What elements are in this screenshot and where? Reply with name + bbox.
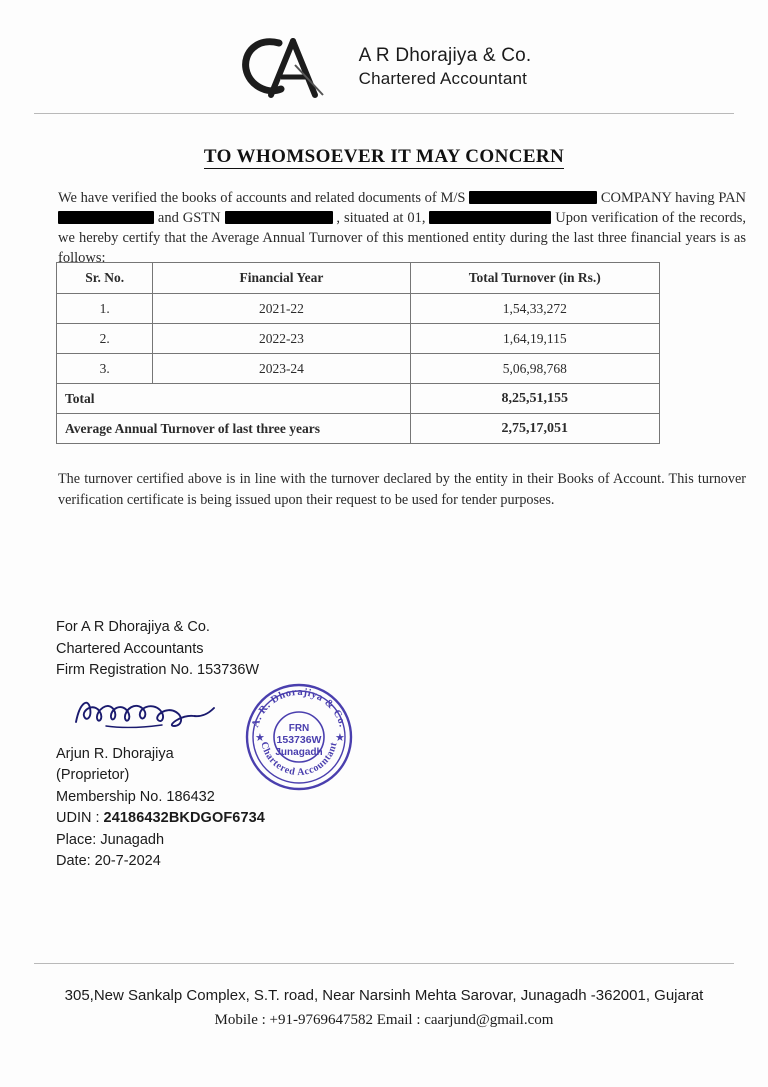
cell-turnover: 1,64,19,115 bbox=[410, 324, 659, 354]
column-header-total-turnover: Total Turnover (in Rs.) bbox=[410, 263, 659, 294]
cell-turnover: 1,54,33,272 bbox=[410, 294, 659, 324]
table-row-total bbox=[57, 384, 660, 414]
svg-text:Junagadh: Junagadh bbox=[275, 747, 323, 758]
signature-date: Date: 20-7-2024 bbox=[56, 853, 161, 869]
intro-paragraph bbox=[58, 188, 746, 268]
intro-segment-2: COMPANY having PAN bbox=[600, 190, 747, 206]
footer-divider bbox=[34, 963, 734, 964]
redacted-company-name bbox=[469, 191, 597, 204]
column-header-financial-year: Financial Year bbox=[153, 263, 410, 294]
closing-paragraph: The turnover certified above is in line with the turnover declared by the entity in their Books of Account. This turnover verification certificate is being issued upon their request to be used for tender purposes. bbox=[58, 471, 746, 508]
svg-text:★: ★ bbox=[335, 732, 345, 744]
table-row bbox=[57, 294, 660, 324]
udin-label: UDIN : bbox=[56, 810, 100, 826]
svg-text:153736W: 153736W bbox=[276, 734, 322, 746]
intro-segment-3: and GSTN bbox=[157, 210, 221, 226]
total-value: 8,25,51,155 bbox=[410, 384, 659, 414]
svg-text:A. R. Dhorajiya & Co.: A. R. Dhorajiya & Co. bbox=[250, 686, 348, 729]
redacted-pan bbox=[58, 211, 154, 224]
table-header-row bbox=[57, 263, 660, 294]
signature-for-line: For A R Dhorajiya & Co. bbox=[56, 619, 210, 635]
cell-financial-year: 2023-24 bbox=[153, 354, 410, 384]
header-divider bbox=[34, 113, 734, 114]
page-title bbox=[0, 146, 768, 168]
udin-value: 24186432BKDGOF6734 bbox=[103, 810, 265, 826]
cell-financial-year: 2022-23 bbox=[153, 324, 410, 354]
ca-monogram-logo bbox=[237, 35, 333, 99]
footer-address: 305,New Sankalp Complex, S.T. road, Near Narsinh Mehta Sarovar, Junagadh -362001, Gujarat bbox=[64, 987, 704, 1004]
cell-turnover: 5,06,98,768 bbox=[410, 354, 659, 384]
firm-designation: Chartered Accountant bbox=[358, 69, 528, 89]
signature-firm-registration: Firm Registration No. 153736W bbox=[56, 662, 260, 678]
svg-text:Chartered Accountant: Chartered Accountant bbox=[258, 740, 340, 779]
cell-sr-no: 2. bbox=[57, 324, 153, 354]
letterhead bbox=[0, 28, 768, 106]
redacted-address bbox=[429, 211, 551, 224]
cell-sr-no: 1. bbox=[57, 294, 153, 324]
intro-segment-5: Upon verification of the records, we hereby certify that the Average Annual Turnover of this mentioned entity during the last three financial years is as follows: bbox=[58, 210, 747, 266]
signature-designation: Chartered Accountants bbox=[56, 640, 204, 657]
udin-line bbox=[56, 808, 265, 830]
intro-segment-1: We have verified the books of accounts and related documents of M/S bbox=[58, 190, 466, 206]
table-row bbox=[57, 324, 660, 354]
table-row-average bbox=[57, 414, 660, 444]
cell-sr-no: 3. bbox=[57, 354, 153, 384]
footer bbox=[0, 984, 768, 1032]
signature-place: Place: Junagadh bbox=[56, 831, 165, 848]
firm-identity bbox=[359, 43, 532, 92]
cell-financial-year: 2021-22 bbox=[153, 294, 410, 324]
signature-block bbox=[56, 617, 265, 873]
signatory-membership-no: Membership No. 186432 bbox=[56, 788, 215, 805]
total-label: Total bbox=[57, 384, 411, 414]
signatory-role: (Proprietor) bbox=[56, 767, 130, 783]
table-row bbox=[57, 354, 660, 384]
redacted-gstn bbox=[225, 211, 333, 224]
average-value: 2,75,17,051 bbox=[410, 414, 659, 444]
turnover-table bbox=[56, 262, 660, 444]
intro-segment-4: , situated at 01, bbox=[336, 210, 426, 226]
average-label: Average Annual Turnover of last three years bbox=[57, 414, 411, 444]
firm-name: A R Dhorajiya & Co. bbox=[358, 44, 532, 66]
svg-text:★: ★ bbox=[255, 732, 265, 744]
column-header-sr-no: Sr. No. bbox=[57, 263, 153, 294]
svg-text:FRN: FRN bbox=[288, 723, 310, 734]
page-title-text: TO WHOMSOEVER IT MAY CONCERN bbox=[203, 146, 565, 167]
handwritten-signature bbox=[70, 692, 220, 732]
signatory-name: Arjun R. Dhorajiya bbox=[56, 745, 174, 762]
firm-round-stamp bbox=[243, 681, 355, 793]
footer-contact: Mobile : +91-9769647582 Email : caarjund@gmail.com bbox=[214, 1012, 554, 1028]
